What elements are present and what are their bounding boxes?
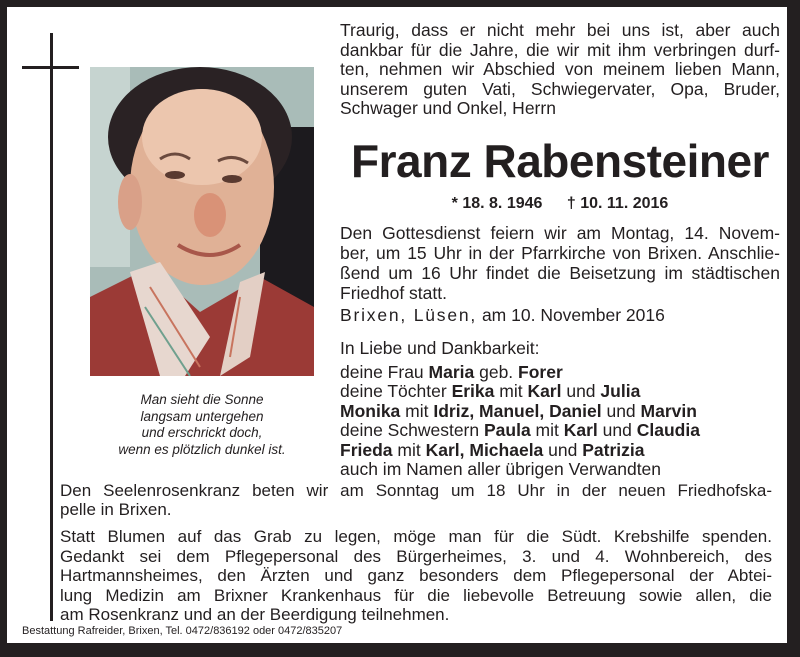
mourner-lines <box>340 363 700 480</box>
birth-date: * 18. 8. 1946 <box>451 195 543 212</box>
portrait-photo <box>90 67 314 376</box>
mourner-name: Erika <box>451 381 495 401</box>
thanks-line: Gedankt sei dem Pflegepersonal des Bürgerheimes, 3. und 4. Wohnbereich, des <box>60 546 772 566</box>
intro-line: Traurig, dass er nicht mehr bei uns ist, aber auch <box>340 20 780 40</box>
funeral-home-footer: Bestattung Rafreider, Brixen, Tel. 0472/836192 oder 0472/835207 <box>22 625 343 637</box>
cross-icon-horizontal <box>22 66 79 69</box>
place: Brixen, Lüsen, <box>340 305 478 325</box>
mourner-line <box>340 402 700 422</box>
mourner-text: deine Frau <box>340 361 429 382</box>
service-line: ßend um 16 Uhr findet die Beisetzung im städtischen <box>340 263 780 283</box>
quote-line: Man sieht die Sonne <box>140 392 264 407</box>
mourner-text: mit <box>530 420 564 440</box>
thanks-line: am Rosenkranz und an der Beerdigung teilnehmen. <box>60 605 450 624</box>
mourner-line <box>340 441 700 461</box>
service-line: Friedhof statt. <box>340 283 447 303</box>
quote-line: langsam untergehen <box>140 408 264 424</box>
mourner-text: mit <box>400 400 434 421</box>
mourner-name: Karl <box>563 420 598 440</box>
mourner-line <box>340 421 700 441</box>
rosary-paragraph <box>60 481 772 519</box>
rosary-line: pelle in Brixen. <box>60 500 172 519</box>
mourner-name: Karl <box>527 381 562 401</box>
quote-line: wenn es plötzlich dunkel ist. <box>118 441 286 457</box>
mourner-name: Julia <box>600 381 641 401</box>
service-line: ber, um 15 Uhr in der Pfarrkirche von Brixen. Anschlie- <box>340 243 780 263</box>
mourner-name: Idriz, Manuel, Daniel <box>433 400 602 421</box>
mourner-name: Paula <box>483 420 531 440</box>
mourner-name: Frieda <box>340 439 393 460</box>
mourners-list <box>340 339 700 480</box>
mourner-name: Marvin <box>640 400 697 421</box>
rosary-line: Den Seelenrosenkranz beten wir am Sonntag um 18 Uhr in der neuen Friedhofska- <box>60 481 772 500</box>
mourner-text: mit <box>392 439 426 460</box>
thanks-line: lung Medizin am Brixner Krankenhaus für die liebevolle Betreuung sowie allen, die <box>60 585 772 605</box>
quote-line: und erschrickt doch, <box>141 425 263 440</box>
mourner-line <box>340 363 700 383</box>
intro-paragraph <box>340 21 780 119</box>
deceased-name: Franz Rabensteiner <box>351 135 769 187</box>
memorial-quote <box>90 392 314 458</box>
mourner-text: und <box>543 439 583 460</box>
thanks-line: Statt Blumen auf das Grab zu legen, möge man für die Südt. Krebshilfe spenden. <box>60 527 772 546</box>
service-line: Den Gottesdienst feiern wir am Montag, 14. Novem- <box>340 223 780 243</box>
service-paragraph <box>340 223 780 303</box>
mourner-text: und <box>561 381 601 401</box>
mourner-name: Maria <box>428 361 475 382</box>
intro-line: dankbar für die Jahre, die wir mit ihm verbringen durf- <box>340 39 780 60</box>
mourner-text: mit <box>494 381 528 401</box>
mourner-text: auch im Namen aller übrigen Verwandten <box>340 459 662 479</box>
notice-date: am 10. November 2016 <box>481 305 665 325</box>
mourner-text: und <box>597 420 637 440</box>
mourner-line <box>340 460 700 480</box>
intro-line: Schwager und Onkel, Herrn <box>340 98 556 118</box>
mourner-name: Monika <box>340 400 401 421</box>
intro-line: unserem guten Vati, Schwiegervater, Opa, Bruder, <box>340 78 780 99</box>
mourner-text: deine Töchter <box>340 381 452 401</box>
obituary-notice <box>7 7 787 643</box>
mourner-name: Forer <box>518 361 563 382</box>
mourner-text: und <box>601 400 641 421</box>
thanks-line: Hartmannsheimes, den Ärzten und ganz besonders dem Pflegepersonal der Abtei- <box>60 566 772 585</box>
mourner-text: geb. <box>474 361 519 382</box>
cross-icon-vertical <box>50 33 53 621</box>
mourners-heading: In Liebe und Dankbarkeit: <box>340 338 540 358</box>
mourner-name: Karl, Michaela <box>425 439 544 460</box>
place-and-date <box>340 305 665 326</box>
mourner-text: deine Schwestern <box>340 420 484 440</box>
death-date: † 10. 11. 2016 <box>566 195 669 212</box>
life-dates <box>340 195 780 213</box>
mourner-line <box>340 382 700 402</box>
mourner-name: Claudia <box>636 420 700 440</box>
thanks-paragraph <box>60 527 772 625</box>
mourner-name: Patrizia <box>582 439 645 460</box>
intro-line: ten, nehmen wir Abschied von meinem lieben Mann, <box>340 59 780 79</box>
portrait-illustration <box>90 67 314 376</box>
